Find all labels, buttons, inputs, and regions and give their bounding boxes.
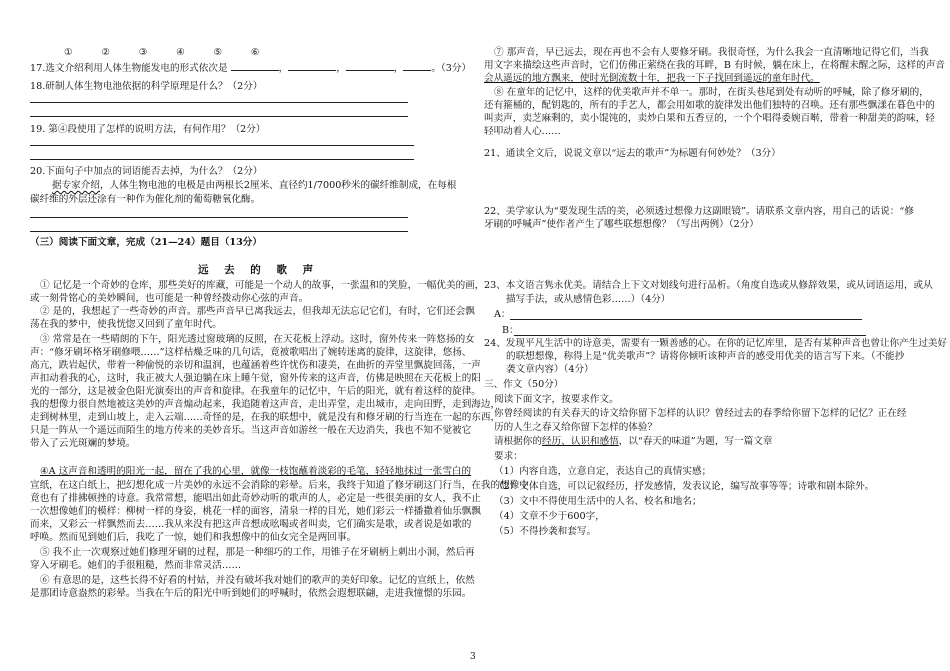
question-17-score: 。（3分）: [431, 63, 472, 74]
requirement-item: （5）不得抄袭和套写。: [494, 526, 597, 537]
answer-label-b: B：: [502, 325, 519, 336]
answer-label-a: A：: [494, 309, 511, 320]
underlined-sentence-a: ④A 这声音和透明的阳光一起，留在了我的心里，就像一枝饱蘸着淡彩的毛笔，轻轻地抹过一张雪白的: [40, 466, 472, 477]
answer-blank[interactable]: [288, 60, 336, 71]
underlined-sentence-b: 用文字来描绘这些声音时，它们仿佛正萦绕在我的耳畔，B 有时候，躺在床上，在将醒未醒之际，这样的声音: [484, 60, 946, 71]
answer-line[interactable]: [30, 102, 408, 103]
question-20-sentence-cont: 碳纤维的外层还涂有一种作为催化剂的葡萄糖氧化酶。: [30, 194, 261, 205]
requirement-item: （4）文章不少于600字，: [494, 511, 605, 522]
requirement-item: （3）文中不得使用生活中的人名、校名和地名；: [494, 496, 702, 507]
section-3-heading: （三）阅读下面文章，完成（21—24）题目（13分）: [30, 237, 262, 248]
answer-line[interactable]: [30, 159, 414, 160]
question-20: 20.下面句子中加点的词语能否去掉，为什么？（2分）: [30, 166, 263, 177]
essay-intro: 阅读下面文字，按要求作文。: [494, 394, 619, 405]
answer-blank[interactable]: [231, 60, 279, 71]
section-3-essay-heading: 三、作文（50分）: [484, 379, 564, 390]
answer-line[interactable]: [30, 116, 408, 117]
answer-line[interactable]: [30, 145, 414, 146]
requirement-item: （2）文体自选，可以记叙经历，抒发感情，发表议论，编写故事等等；诗歌和剧本除外。: [494, 481, 875, 492]
requirements-heading: 要求：: [494, 451, 523, 462]
answer-blank[interactable]: [346, 60, 394, 71]
answer-blank[interactable]: [403, 60, 431, 71]
article-title: 远 去 的 歌 声: [198, 264, 320, 276]
question-20-sentence: 据专家介绍，人体生物电池的电极是由两根长2厘米、直径约1/7000秒米的碳纤维制成，在每根: [52, 180, 457, 191]
answer-line[interactable]: [30, 231, 408, 232]
question-21: 21、通读全文后，说说文章以“远去的歌声”为标题有何妙处？（3分）: [484, 148, 781, 159]
dotted-phrase: 据专家介绍: [52, 180, 100, 191]
question-17-text: 17.选文介绍利用人体生物能发电的形式依次是: [30, 63, 228, 74]
question-19: 19. 第④段使用了怎样的说明方法，有何作用？（2分）: [30, 124, 266, 135]
answer-line-b[interactable]: [514, 335, 866, 336]
requirement-item: （1）内容自选，立意自定，表达自己的真情实感；: [494, 466, 712, 477]
answer-line[interactable]: [30, 217, 408, 218]
question-18: 18.研制人体生物电池依据的科学原理是什么？（2分）: [30, 81, 263, 92]
page-number: 3: [470, 652, 476, 662]
answer-line-a[interactable]: [510, 319, 862, 320]
essay-task: 请根据你的经历、认识和感悟，以“春天的味道”为题，写一篇文章: [494, 436, 773, 447]
question-17: 17.选文介绍利用人体生物能发电的形式依次是 ， ， ， 。（3分）: [30, 60, 471, 75]
essay-task-keywords: 经历、认识和感悟: [541, 436, 619, 447]
option-numbers: ① ② ③ ④ ⑤ ⑥: [64, 47, 260, 58]
